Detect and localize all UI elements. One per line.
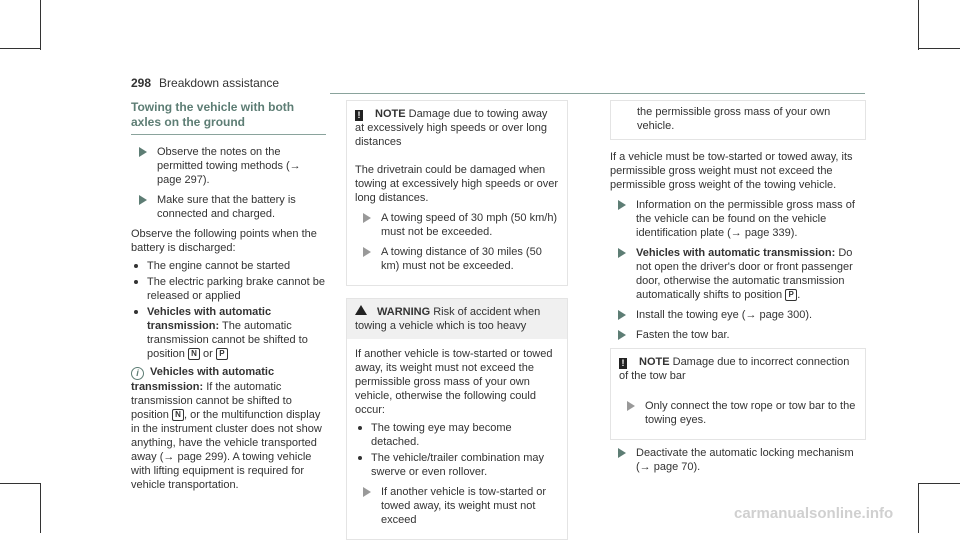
note-header: [611, 349, 865, 389]
note-body: [347, 155, 567, 285]
step-item: [610, 308, 866, 322]
bullet-item: The vehicle/trailer combination may swerve or even rollover.: [355, 451, 559, 479]
paragraph: If a vehicle must be tow-started or towed away, its permissible gross weight must not exceed the permissible gross weight of the towing vehicle.: [610, 151, 853, 191]
step-item: [610, 328, 866, 342]
bullet-text: The automatic transmission cannot be shifted to position: [147, 320, 308, 360]
step-text: Information on the permissible gross mass of the vehicle can be found on the vehicle identification plate (→ page 339).: [636, 199, 855, 239]
warning-box: [346, 298, 568, 540]
gear-n-key-icon: N: [172, 409, 184, 421]
step-arrow-icon: [139, 195, 147, 205]
warning-body: [347, 339, 567, 539]
step-text: Fasten the tow bar.: [636, 329, 730, 341]
continuation-text: the permissible gross mass of your own vehicle.: [637, 106, 831, 132]
step-item: [131, 193, 326, 221]
step-arrow-icon: [618, 248, 626, 258]
step-arrow-icon: [139, 147, 147, 157]
note-step: [355, 211, 559, 239]
warning-label: WARNING: [377, 306, 431, 318]
page-number: 298: [131, 76, 152, 90]
section-heading: Towing the vehicle with both axles on the ground: [131, 100, 295, 129]
warning-text: If another vehicle is tow-started or towed away, its weight must not exceed the permissible gross mass of your own vehicle, otherwise the following could occur:: [355, 348, 553, 416]
step-bold-text: Vehicles with automatic transmission:: [636, 247, 836, 259]
step-item: [610, 198, 866, 240]
step-arrow-icon: [363, 247, 371, 257]
info-note: [131, 365, 326, 492]
watermark: carmanualsonline.info: [734, 505, 894, 522]
step-arrow-icon: [618, 200, 626, 210]
column-3: [610, 100, 866, 480]
note-box: [346, 100, 568, 286]
step-text: Observe the notes on the permitted towing methods (→ page 297).: [157, 146, 301, 186]
bullet-item: The engine cannot be started: [131, 259, 326, 273]
step-text: Do not open the driver's door or front passenger door, otherwise the automatic transmission automatically shifts to position: [636, 247, 853, 301]
step-arrow-icon: [618, 330, 626, 340]
step-text: Make sure that the battery is connected and charged.: [157, 194, 296, 220]
page-header: [131, 76, 279, 90]
note-label: NOTE: [639, 356, 670, 368]
exclamation-icon: !: [355, 110, 363, 121]
bullet-item: The towing eye may become detached.: [355, 421, 559, 449]
step-text: Deactivate the automatic locking mechanism (→ page 70).: [636, 447, 854, 473]
gear-p-key-icon: P: [785, 289, 797, 301]
info-icon: i: [131, 367, 144, 380]
bullet-bold-text: Vehicles with automatic transmission:: [147, 306, 272, 332]
note-step: [355, 245, 559, 273]
column-2: [346, 100, 568, 540]
bullet-item: [131, 305, 326, 361]
crop-mark: [40, 0, 41, 50]
warning-triangle-icon: [355, 305, 367, 315]
gear-n-key-icon: N: [188, 348, 200, 360]
warning-continuation-box: [610, 100, 866, 140]
paragraph: Observe the following points when the battery is discharged:: [131, 228, 317, 254]
bullet-text: or: [203, 348, 213, 360]
gear-p-key-icon: P: [216, 348, 228, 360]
note-step: [619, 399, 857, 427]
warning-header: [347, 299, 567, 339]
step-arrow-icon: [363, 213, 371, 223]
step-item: [131, 145, 326, 187]
info-text: , or the multifunction display in the instrument cluster does not show anything, have the vehicle transported away (→ page 299). A towing vehicle with lifting equipment is required for vehicle transportation.: [131, 409, 322, 491]
info-bold-text: Vehicles with automatic transmission:: [131, 366, 275, 393]
step-item: [610, 446, 866, 474]
note-label: NOTE: [375, 108, 406, 120]
step-text: If another vehicle is tow-started or towed away, its weight must not exceed: [381, 486, 547, 526]
exclamation-icon: !: [619, 358, 627, 369]
note-text: The drivetrain could be damaged when towing at excessively high speeds or over long distances.: [355, 164, 558, 204]
step-text: Only connect the tow rope or tow bar to the towing eyes.: [645, 400, 856, 426]
note-title: Damage due to towing away at excessively high speeds or over long distances: [355, 108, 548, 148]
note-title: Damage due to incorrect connection of the tow bar: [619, 356, 850, 382]
crop-mark: [0, 483, 40, 484]
section-title: Breakdown assistance: [159, 76, 280, 90]
crop-mark: [918, 0, 919, 50]
crop-mark: [918, 483, 960, 484]
warning-title: Risk of accident when towing a vehicle which is too heavy: [355, 306, 541, 332]
header-divider: [330, 93, 865, 94]
note-body: [611, 389, 865, 439]
note-header: [347, 101, 567, 155]
warning-step: [355, 485, 559, 527]
crop-mark: [40, 483, 41, 533]
info-text: If the automatic transmission cannot be shifted to position: [131, 381, 292, 421]
step-arrow-icon: [627, 401, 635, 411]
note-box: [610, 348, 866, 440]
step-arrow-icon: [618, 448, 626, 458]
crop-mark: [918, 48, 960, 49]
heading-divider: [131, 134, 326, 135]
crop-mark: [918, 483, 919, 533]
step-arrow-icon: [363, 487, 371, 497]
step-text: Install the towing eye (→ page 300).: [636, 309, 813, 321]
step-text: A towing speed of 30 mph (50 km/h) must not be exceeded.: [381, 212, 558, 238]
step-arrow-icon: [618, 310, 626, 320]
step-text: A towing distance of 30 miles (50 km) must not be exceeded.: [381, 246, 542, 272]
crop-mark: [0, 48, 40, 49]
bullet-item: The electric parking brake cannot be released or applied: [131, 275, 326, 303]
step-item: Vehicles with automatic transmission: Do not open the driver's door or front passenger door, otherwise the automatic transmission automatically shifts to position P .: [610, 246, 866, 302]
column-1: [131, 100, 326, 496]
